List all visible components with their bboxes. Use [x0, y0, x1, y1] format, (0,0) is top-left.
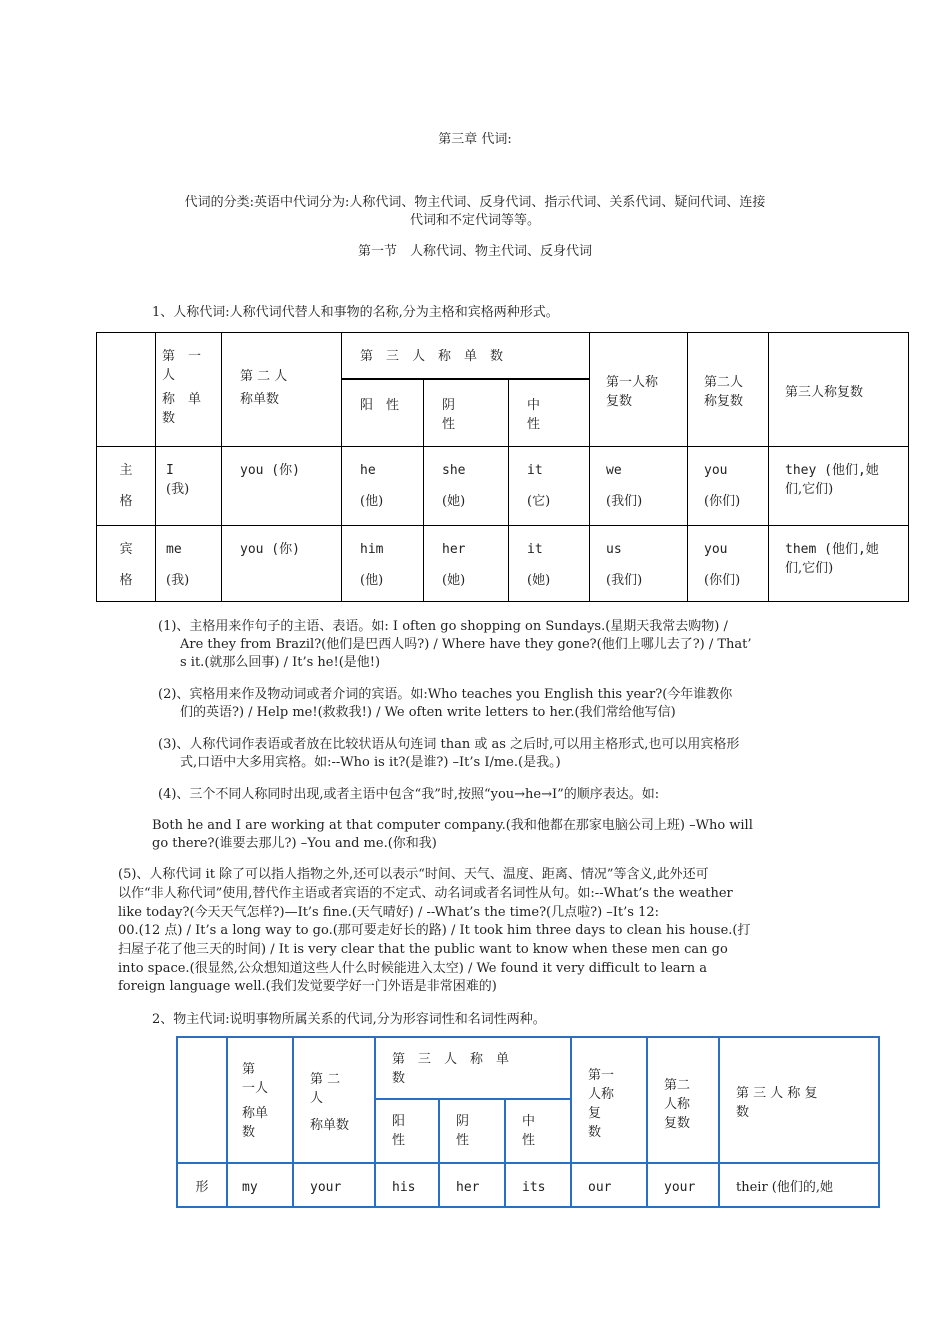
note-1-line-3: s it.(就那么回事) / It’s he!(是他!): [180, 655, 381, 670]
cell: its: [505, 1163, 571, 1207]
header-first-plural: 第一人称 复数: [590, 333, 688, 447]
note-5-line-1: (5)、人称代词 it 除了可以指人指物之外,还可以表示“时间、天气、温度、距离、情况”等含义,此外还可: [118, 867, 709, 882]
header-masculine: 阳 性: [342, 379, 424, 447]
intro-line-1: 代词的分类:英语中代词分为:人称代词、物主代词、反身代词、指示代词、关系代词、疑问代词、连接: [184, 195, 766, 210]
cell: it (它): [509, 447, 590, 526]
note-5-line-7: foreign language well.(我们发觉要学好一门外语是非常困难的): [118, 979, 497, 994]
cell: you (你): [222, 526, 342, 602]
cell: his: [375, 1163, 439, 1207]
section-title: 第一节 人称代词、物主代词、反身代词: [357, 244, 592, 259]
corner-cell: [97, 333, 156, 447]
note-5-line-2: 以作“非人称代词”使用,替代作主语或者宾语的不定式、动名词或者名词性从句。如:--What’s the weather: [118, 886, 733, 901]
note-5-line-3: like today?(今天天气怎样?)—It’s fine.(天气晴好) / --What’s the time?(几点啦?) –It’s 12:: [118, 905, 659, 920]
cell: your: [293, 1163, 375, 1207]
possessive-pronoun-table: [176, 1036, 880, 1208]
header-first-plural: 第一 人称 复 数: [571, 1037, 647, 1163]
header-neuter: 中 性: [505, 1099, 571, 1163]
note-4: (4)、三个不同人称同时出现,或者主语中包含“我”时,按照“you→he→I”的顺序表达。如:: [158, 787, 660, 802]
cell: you (你): [222, 447, 342, 526]
note-1-line-1: (1)、主格用来作句子的主语、表语。如: I often go shopping on Sundays.(星期天我常去购物) /: [158, 619, 728, 634]
intro-line-2: 代词和不定代词等等。: [409, 213, 540, 228]
personal-pronoun-heading: 1、人称代词:人称代词代替人和事物的名称,分为主格和宾格两种形式。: [152, 305, 559, 320]
header-first-singular: 第 一人 称单 数: [227, 1037, 293, 1163]
cell: I (我): [156, 447, 222, 526]
cell: her: [439, 1163, 505, 1207]
cell: she (她): [424, 447, 509, 526]
header-masculine: 阳 性: [375, 1099, 439, 1163]
header-third-singular: 第 三 人 称 单 数: [375, 1037, 571, 1099]
cell: them (他们,她 们,它们): [769, 526, 909, 602]
cell: him (他): [342, 526, 424, 602]
cell: her (她): [424, 526, 509, 602]
note-3-line-2: 式,口语中大多用宾格。如:--Who is it?(是谁?) –It’s I/me.(是我。): [180, 755, 561, 770]
note-1-line-2: Are they from Brazil?(他们是巴西人吗?) / Where have they gone?(他们上哪儿去了?) / That’: [180, 637, 752, 652]
corner-cell: [177, 1037, 227, 1163]
header-first-singular: 第 一 人 称 单 数: [156, 333, 222, 447]
header-second-singular: 第 二 人 称单数: [222, 333, 342, 447]
note-5-line-5: 扫屋子花了他三天的时间) / It is very clear that the public want to know when these men can go: [118, 942, 728, 957]
cell: their (他们的,她: [719, 1163, 879, 1207]
cell: our: [571, 1163, 647, 1207]
note-3-line-1: (3)、人称代词作表语或者放在比较状语从句连词 than 或 as 之后时,可以用主格形式,也可以用宾格形: [158, 737, 740, 752]
cell: me (我): [156, 526, 222, 602]
chapter-title: 第三章 代词:: [438, 132, 512, 147]
cell: you (你们): [688, 526, 769, 602]
note-2-line-1: (2)、宾格用来作及物动词或者介词的宾语。如:Who teaches you English this year?(今年谁教你: [158, 687, 733, 702]
cell: your: [647, 1163, 719, 1207]
header-third-plural: 第 三 人 称 复 数: [719, 1037, 879, 1163]
cell: we (我们): [590, 447, 688, 526]
header-second-singular: 第 二 人 称单数: [293, 1037, 375, 1163]
cell: he (他): [342, 447, 424, 526]
cell: you (你们): [688, 447, 769, 526]
header-second-plural: 第二人 称复数: [688, 333, 769, 447]
cell: it (她): [509, 526, 590, 602]
header-second-plural: 第二 人称 复数: [647, 1037, 719, 1163]
note-2-line-2: 们的英语?) / Help me!(救救我!) / We often write letters to her.(我们常给他写信): [180, 705, 676, 720]
note-4-example-line-1: Both he and I are working at that computer company.(我和他都在那家电脑公司上班) –Who will: [152, 818, 753, 833]
cell: us (我们): [590, 526, 688, 602]
personal-pronoun-table: [96, 332, 909, 602]
header-neuter: 中 性: [509, 379, 590, 447]
cell: they (他们,她 们,它们): [769, 447, 909, 526]
possessive-pronoun-heading: 2、物主代词:说明事物所属关系的代词,分为形容词性和名词性两种。: [152, 1012, 546, 1027]
row-label-adjectival: 形: [177, 1163, 227, 1207]
header-third-singular: 第 三 人 称 单 数: [342, 333, 590, 379]
cell: my: [227, 1163, 293, 1207]
header-feminine: 阴 性: [439, 1099, 505, 1163]
note-5-line-4: 00.(12 点) / It’s a long way to go.(那可要走好长的路) / It took him three days to clean his house.(打: [118, 923, 751, 938]
header-third-plural: 第三人称复数: [769, 333, 909, 447]
row-label-nominative: 主 格: [97, 447, 156, 526]
note-4-example-line-2: go there?(谁要去那儿?) –You and me.(你和我): [152, 836, 437, 851]
row-label-accusative: 宾 格: [97, 526, 156, 602]
note-5-line-6: into space.(很显然,公众想知道这些人什么时候能进入太空) / We found it very difficult to learn a: [118, 961, 707, 976]
header-feminine: 阴 性: [424, 379, 509, 447]
